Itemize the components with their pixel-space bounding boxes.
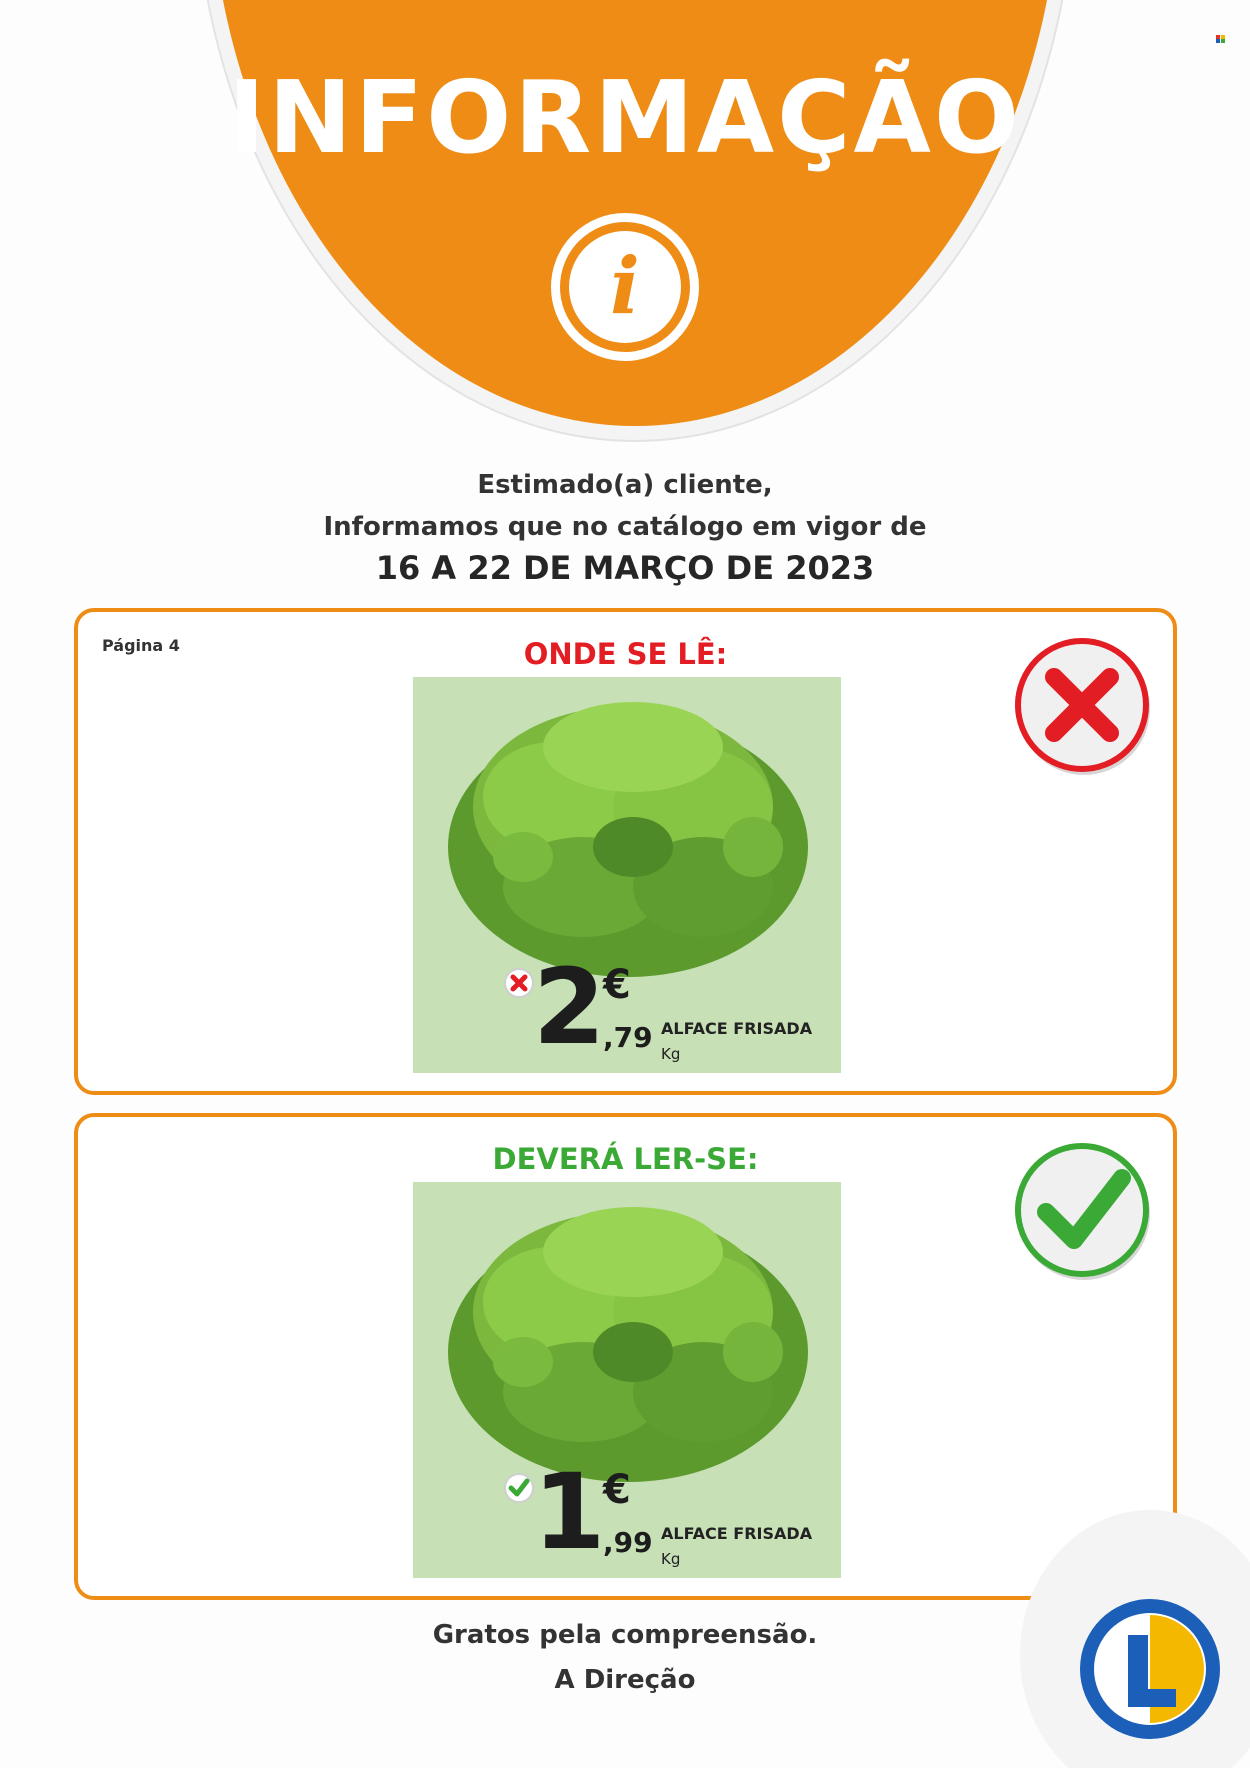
check-icon (1014, 1142, 1154, 1282)
page-title: INFORMAÇÃO (228, 59, 1022, 176)
catalog-period: 16 A 22 DE MARÇO DE 2023 (375, 549, 875, 587)
cross-icon (1014, 637, 1154, 777)
correct-price-panel (74, 1113, 1177, 1600)
price-integer: 2 (533, 946, 602, 1068)
price-decimal: ,79 (603, 1021, 653, 1054)
price-currency: € (603, 1467, 631, 1513)
cross-icon (503, 967, 535, 999)
lettuce-image (433, 687, 823, 977)
greeting: Estimado(a) cliente, (477, 470, 773, 500)
lettuce-image (433, 1192, 823, 1482)
info-icon: i (551, 213, 699, 361)
corner-mark (1216, 35, 1226, 43)
price-integer: 1 (533, 1451, 602, 1573)
page-number: Página 4 (102, 636, 180, 655)
product-name: ALFACE FRISADA (661, 1524, 813, 1543)
thanks-text: Gratos pela compreensão. (432, 1620, 818, 1650)
intro-line: Informamos que no catálogo em vigor de (323, 512, 927, 542)
correct-heading: DEVERÁ LER-SE: (492, 1142, 759, 1176)
product-card-correct (413, 1182, 841, 1578)
product-name: ALFACE FRISADA (661, 1019, 813, 1038)
store-logo (1078, 1597, 1222, 1741)
product-unit: Kg (661, 1550, 681, 1568)
wrong-price-panel (74, 608, 1177, 1095)
product-card-wrong (413, 677, 841, 1073)
product-unit: Kg (661, 1045, 681, 1063)
signature: A Direção (554, 1665, 696, 1695)
wrong-heading: ONDE SE LÊ: (523, 637, 728, 671)
price-decimal: ,99 (603, 1526, 653, 1559)
price-currency: € (603, 962, 631, 1008)
check-icon (503, 1472, 535, 1504)
